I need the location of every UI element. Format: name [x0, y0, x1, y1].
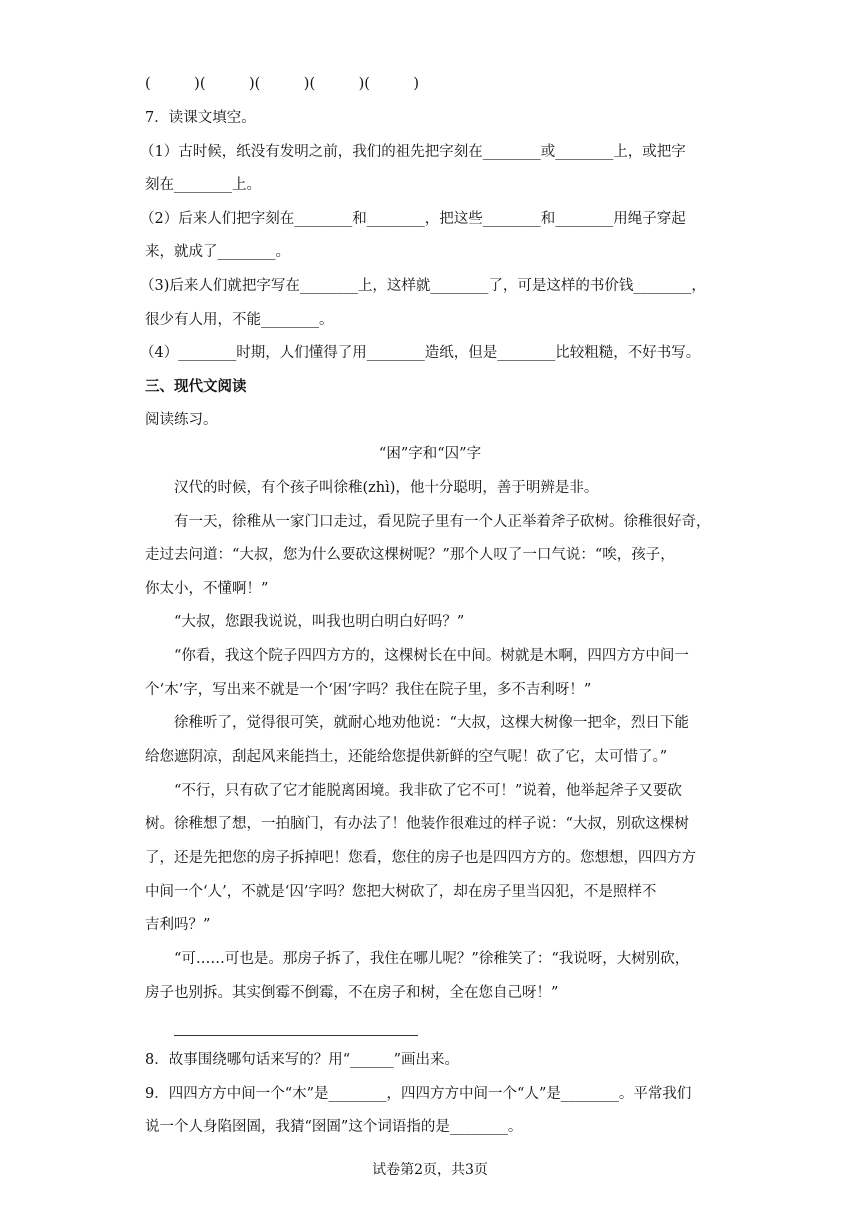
passage-paragraph-5-line-2: 给您遮阴凉，刮起风来能挡土，还能给您提供新鲜的空气呢！砍了它，太可惜了。”	[145, 749, 668, 765]
answer-brackets-row: ( )( )( )( )( )	[145, 76, 420, 92]
separator-rule	[174, 1035, 418, 1036]
passage-paragraph-1: 汉代的时候，有个孩子叫徐稚(zhì)，他十分聪明，善于明辨是非。	[174, 480, 599, 496]
passage-paragraph-2-line-3: 你太小，不懂啊！”	[145, 581, 269, 597]
question-7-item-3-line-2: 很少有人用，不能________。	[145, 312, 334, 328]
passage-paragraph-6-line-1: “不行，只有砍了它才能脱离困境。我非砍了它不可！”说着，他举起斧子又要砍	[174, 783, 682, 799]
question-7-item-1-line-2: 刻在________上。	[145, 177, 261, 193]
passage-paragraph-4-line-1: “你看，我这个院子四四方方的，这棵树长在中间。树就是木啊，四四方方中间一	[174, 648, 689, 664]
passage-paragraph-6-line-2: 树。徐稚想了想，一拍脑门，有办法了！他装作很难过的样子说：“大叔，别砍这棵树	[145, 816, 689, 832]
passage-paragraph-3: “大叔，您跟我说说，叫我也明白明白好吗？”	[174, 614, 465, 630]
passage-paragraph-7-line-1: “可……可也是。那房子拆了，我住在哪儿呢？”徐稚笑了：“我说呀，大树别砍，	[174, 951, 690, 967]
passage-paragraph-4-line-2: 个‘木’字，写出来不就是一个‘困’字吗？我住在院子里，多不吉利呀！”	[145, 682, 592, 698]
question-7-item-2-line-1: （2）后来人们把字刻在________和________，把这些________和________用绳子穿起	[140, 211, 686, 227]
passage-paragraph-2-line-2: 走过去问道：“大叔，您为什么要砍这棵树呢？”那个人叹了一口气说：“唉，孩子，	[145, 547, 675, 563]
passage-paragraph-7-line-2: 房子也别拆。其实倒霉不倒霉，不在房子和树，全在您自己呀！”	[145, 985, 559, 1001]
passage-paragraph-6-line-5: 吉利吗？”	[145, 917, 211, 933]
question-9-line-2: 说一个人身陷囹圄，我猜“囹圄”这个词语指的是________。	[145, 1119, 523, 1135]
passage-paragraph-6-line-3: 了，还是先把您的房子拆掉吧！您看，您住的房子也是四四方方的。您想想，四四方方	[145, 850, 696, 866]
question-7-item-1-line-1: （1）古时候，纸没有发明之前，我们的祖先把字刻在________或________上，或把字	[140, 144, 686, 160]
section-heading: 三、现代文阅读	[145, 378, 247, 395]
passage-paragraph-6-line-4: 中间一个‘人’，不就是‘囚’字吗？您把大树砍了，却在房子里当囚犯，不是照样不	[145, 884, 657, 900]
question-7-title: 7．读课文填空。	[145, 110, 256, 126]
question-9-line-1: 9．四四方方中间一个“木”是________，四四方方中间一个“人”是________。平常我们	[145, 1086, 692, 1102]
question-7-item-3-line-1: （3)后来人们就把字写在________上，这样就________了，可是这样的书价钱________，	[140, 278, 706, 294]
passage-paragraph-5-line-1: 徐稚听了，觉得很可笑，就耐心地劝他说：“大叔，这棵大树像一把伞，烈日下能	[174, 715, 689, 731]
page-footer: 试卷第2页，共3页	[372, 1162, 488, 1178]
passage-paragraph-2-line-1: 有一天，徐稚从一家门口走过，看见院子里有一个人正举着斧子砍树。徐稚很好奇，	[174, 514, 711, 530]
passage-title: “困”字和“囚”字	[378, 446, 482, 462]
reading-instruction: 阅读练习。	[145, 412, 218, 428]
question-7-item-4: （4）________时期，人们懂得了用________造纸，但是________比较粗糙，不好书写。	[140, 345, 701, 361]
question-7-item-2-line-2: 来，就成了________。	[145, 244, 290, 260]
question-8: 8．故事围绕哪句话来写的？用“______”画出来。	[145, 1052, 460, 1068]
